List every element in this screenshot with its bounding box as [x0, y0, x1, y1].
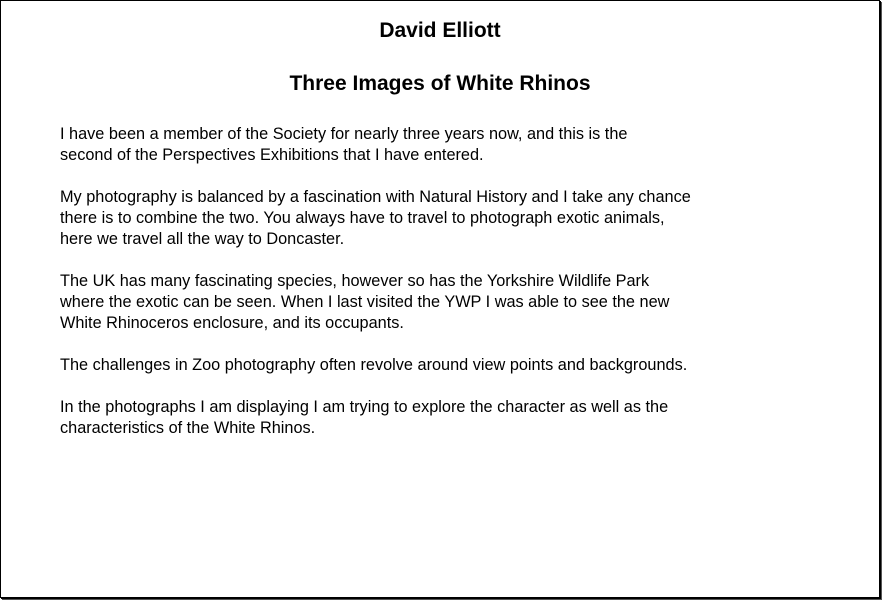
paragraph-membership: [60, 124, 840, 166]
paragraph-line: In the photographs I am displaying I am trying to explore the character as well as the: [60, 398, 669, 416]
document-title: Three Images of White Rhinos: [289, 72, 591, 95]
paragraph-line: I have been a member of the Society for nearly three years now, and this is the: [60, 125, 628, 143]
paragraph-natural-history: [60, 187, 840, 250]
paragraph-line: My photography is balanced by a fascination with Natural History and I take any chance: [60, 188, 691, 206]
author-name: David Elliott: [379, 19, 501, 42]
paragraph-line: where the exotic can be seen. When I last visited the YWP I was able to see the new: [60, 293, 670, 311]
paragraph-challenges: [60, 355, 840, 376]
paragraph-line: characteristics of the White Rhinos.: [60, 419, 316, 437]
paragraph-line: second of the Perspectives Exhibitions that I have entered.: [60, 146, 484, 164]
paragraph-line: The UK has many fascinating species, however so has the Yorkshire Wildlife Park: [60, 272, 650, 290]
statement-body: [60, 124, 840, 460]
paragraph-character: [60, 397, 840, 439]
paragraph-line: The challenges in Zoo photography often revolve around view points and backgrounds.: [60, 356, 688, 374]
paragraph-line: here we travel all the way to Doncaster.: [60, 230, 345, 248]
paragraph-line: White Rhinoceros enclosure, and its occupants.: [60, 314, 404, 332]
paragraph-line: there is to combine the two. You always have to travel to photograph exotic animals,: [60, 209, 665, 227]
paragraph-wildlife-park: [60, 271, 840, 334]
